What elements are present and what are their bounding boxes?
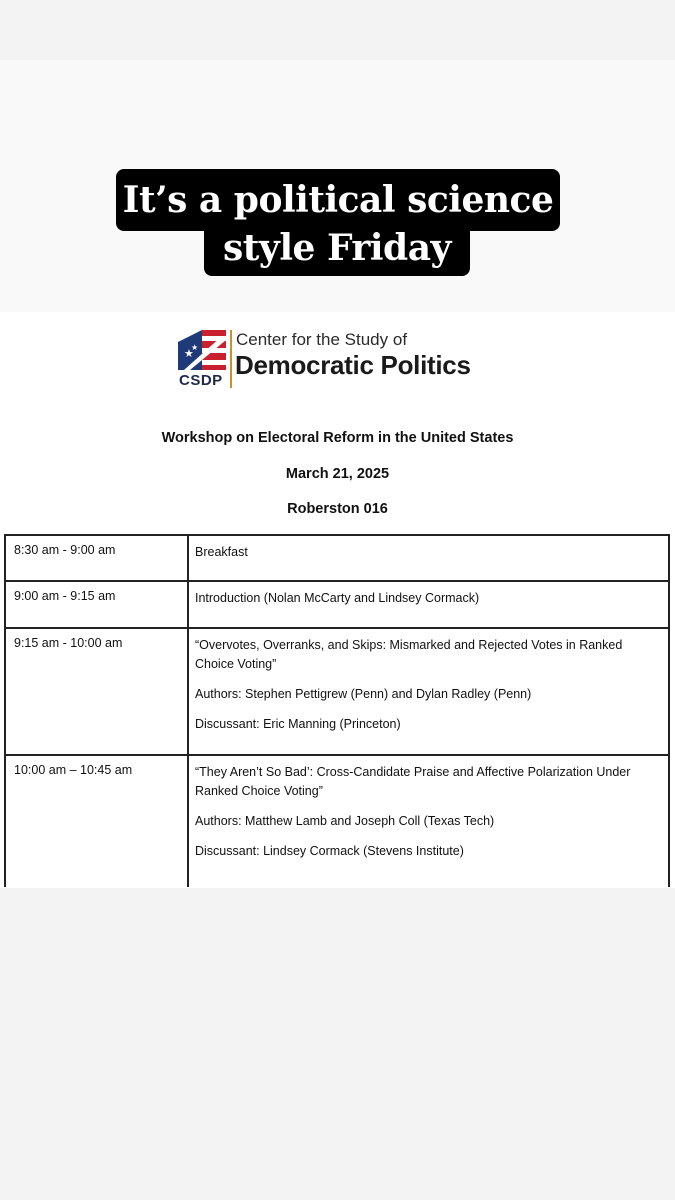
time-cell: 9:15 am - 10:00 am	[5, 628, 188, 755]
svg-text:★: ★	[184, 347, 194, 360]
logo-separator	[230, 330, 232, 388]
paper-discussant: Discussant: Lindsey Cormack (Stevens Institute)	[195, 844, 464, 858]
session-cell	[188, 535, 669, 581]
event-date: March 21, 2025	[285, 466, 390, 482]
time-cell: 9:00 am - 9:15 am	[5, 581, 188, 628]
paper-title: “Overvotes, Overranks, and Skips: Mismarked and Rejected Votes in Ranked Choice Voting”	[195, 638, 623, 671]
top-background	[0, 0, 675, 60]
paper-authors: Authors: Matthew Lamb and Joseph Coll (Texas Tech)	[195, 814, 495, 828]
paper-title: “They Aren’t So Bad’: Cross-Candidate Praise and Affective Polarization Under Ranked Choice Voting”	[195, 765, 631, 798]
event-location: Roberston 016	[287, 501, 388, 517]
schedule-table	[4, 534, 670, 887]
session-cell	[188, 755, 669, 887]
logo-org-line-1: Center for the Study of	[236, 330, 408, 349]
svg-text:★: ★	[191, 343, 199, 352]
session-cell	[188, 628, 669, 755]
caption-line-2: style Friday	[204, 226, 470, 276]
time-cell: 8:30 am - 9:00 am	[5, 535, 188, 581]
bottom-background	[0, 888, 675, 1200]
session-title: Introduction (Nolan McCarty and Lindsey Cormack)	[195, 591, 480, 605]
table-row	[5, 628, 669, 755]
caption-line-1: It’s a political science	[116, 169, 560, 231]
paper-authors: Authors: Stephen Pettigrew (Penn) and Dylan Radley (Penn)	[195, 687, 532, 701]
logo-abbreviation: CSDP	[179, 372, 223, 389]
table-row	[5, 755, 669, 887]
flag-logo-icon	[178, 330, 226, 370]
table-row	[5, 535, 669, 581]
logo-org-line-2: Democratic Politics	[235, 350, 471, 380]
event-title: Workshop on Electoral Reform in the United States	[161, 430, 514, 446]
csdp-logo	[178, 328, 508, 390]
session-cell	[188, 581, 669, 628]
time-cell: 10:00 am – 10:45 am	[5, 755, 188, 887]
document-page	[0, 312, 675, 888]
table-row	[5, 581, 669, 628]
session-title: Breakfast	[195, 545, 248, 559]
paper-discussant: Discussant: Eric Manning (Princeton)	[195, 717, 401, 731]
